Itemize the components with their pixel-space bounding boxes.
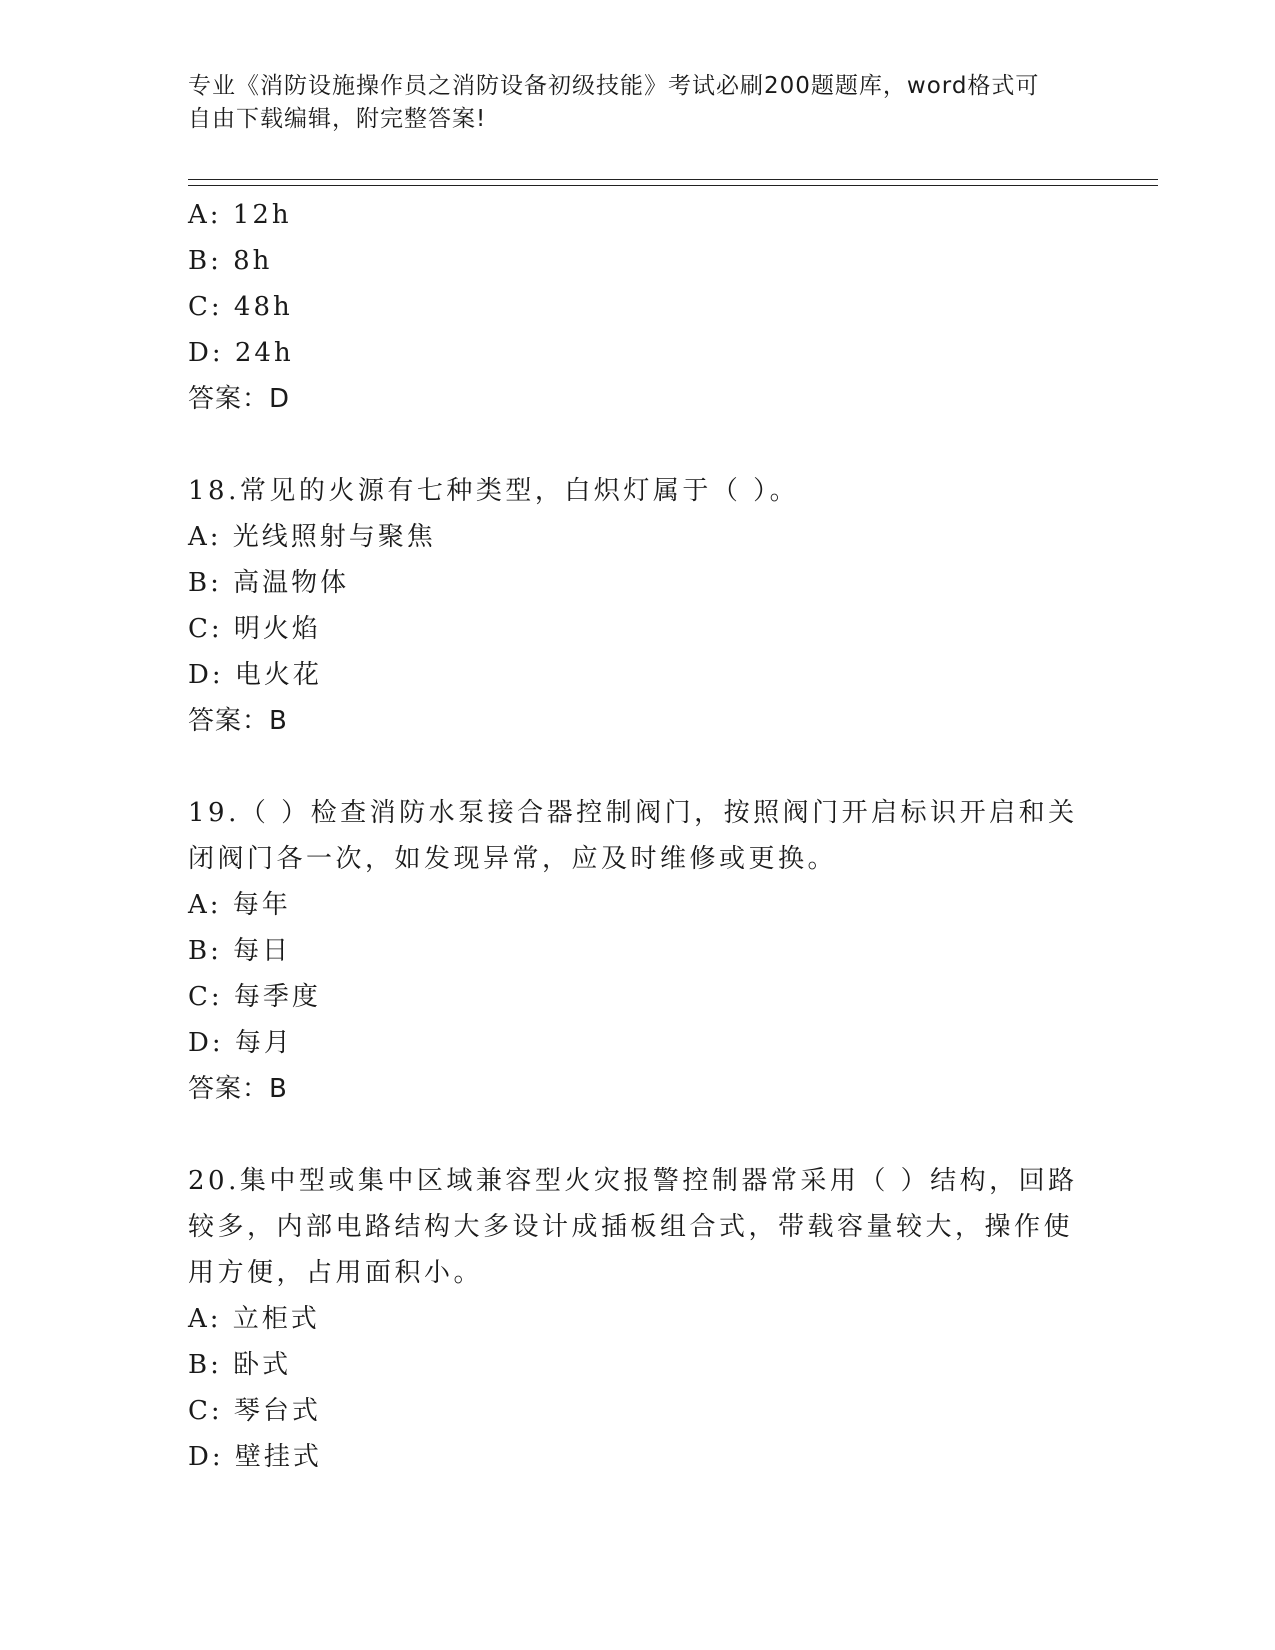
header-line-1: 专业《消防设施操作员之消防设备初级技能》考试必刷200题题库，word格式可 bbox=[188, 73, 1040, 99]
question-18 bbox=[188, 468, 1088, 744]
question-stem-line-1: 20.集中型或集中区域兼容型火灾报警控制器常采用（ ）结构，回路 bbox=[188, 1166, 1078, 1196]
option-c: C: 明火焰 bbox=[188, 614, 321, 644]
question-stem-line-2: 闭阀门各一次，如发现异常，应及时维修或更换。 bbox=[188, 844, 838, 874]
question-17-options bbox=[188, 192, 1088, 422]
option-c: C: 48h bbox=[188, 292, 293, 322]
option-b: B: 每日 bbox=[188, 936, 292, 966]
question-stem-line-2: 较多，内部电路结构大多设计成插板组合式，带载容量较大，操作使 bbox=[188, 1212, 1074, 1242]
question-20 bbox=[188, 1158, 1088, 1480]
option-d: D: 壁挂式 bbox=[188, 1442, 322, 1472]
spacer bbox=[188, 744, 1088, 790]
header-divider-bottom bbox=[188, 185, 1158, 186]
question-19 bbox=[188, 790, 1088, 1112]
option-a: A: 立柜式 bbox=[188, 1304, 320, 1334]
option-a: A: 光线照射与聚焦 bbox=[188, 522, 436, 552]
option-b: B: 高温物体 bbox=[188, 568, 350, 598]
question-stem: 18.常见的火源有七种类型，白炽灯属于（ ）。 bbox=[188, 476, 800, 506]
spacer bbox=[188, 422, 1088, 468]
option-c: C: 琴台式 bbox=[188, 1396, 321, 1426]
header-divider-top bbox=[188, 179, 1158, 180]
option-c: C: 每季度 bbox=[188, 982, 321, 1012]
answer-label: 答案：B bbox=[188, 1074, 288, 1104]
document-header bbox=[188, 70, 1078, 136]
option-d: D: 每月 bbox=[188, 1028, 293, 1058]
question-list bbox=[188, 192, 1088, 1480]
header-line-2: 自由下载编辑，附完整答案! bbox=[188, 106, 487, 132]
answer-label: 答案：D bbox=[188, 384, 291, 414]
spacer bbox=[188, 1112, 1088, 1158]
option-a: A: 12h bbox=[188, 200, 292, 230]
question-stem-line-3: 用方便，占用面积小。 bbox=[188, 1258, 484, 1288]
option-d: D: 电火花 bbox=[188, 660, 322, 690]
option-a: A: 每年 bbox=[188, 890, 291, 920]
option-b: B: 卧式 bbox=[188, 1350, 292, 1380]
question-stem-line-1: 19.（ ）检查消防水泵接合器控制阀门，按照阀门开启标识开启和关 bbox=[188, 798, 1078, 828]
option-b: B: 8h bbox=[188, 246, 273, 276]
option-d: D: 24h bbox=[188, 338, 294, 368]
answer-label: 答案：B bbox=[188, 706, 288, 736]
